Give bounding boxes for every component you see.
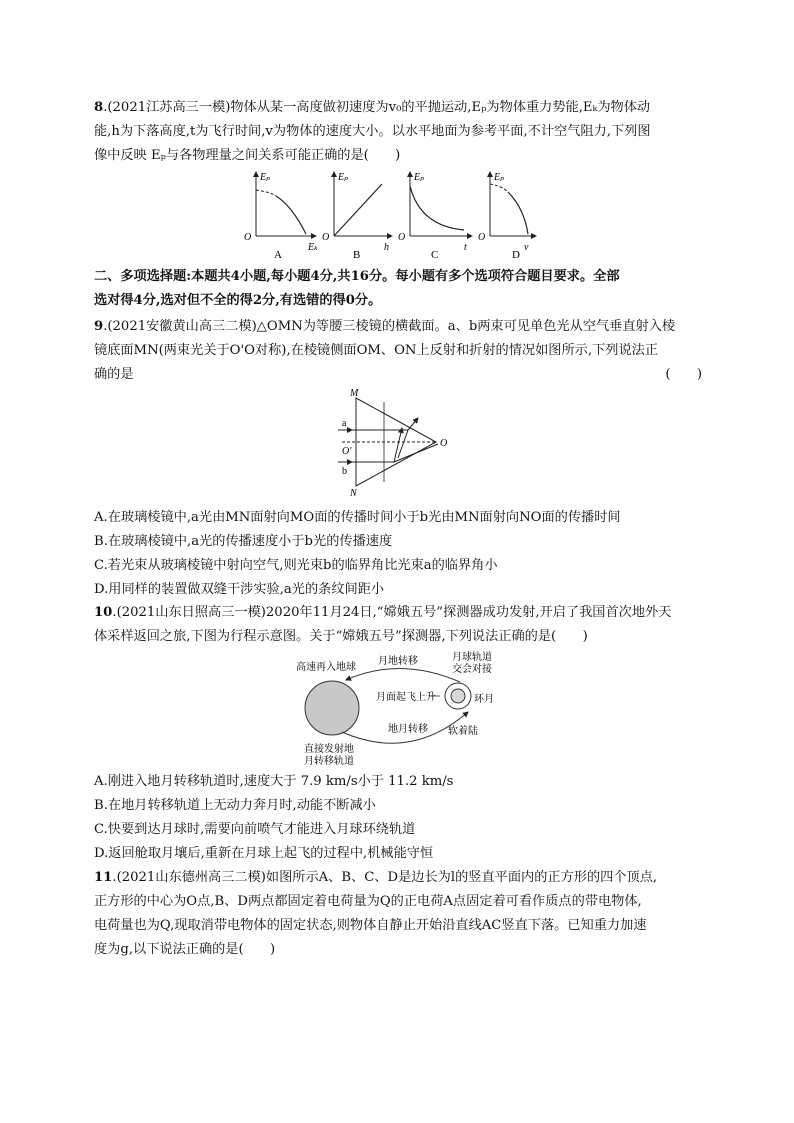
q10-option-d: D.返回舱取月壤后,重新在月球上起飞的过程中,机械能守恒 bbox=[94, 846, 434, 861]
q9-answer-paren: ( ) bbox=[665, 367, 702, 382]
q9-line-1: 9.(2021安徽黄山高三二模)△OMN为等腰三棱镜的横截面。a、b两束可见单色光从空气垂直射入棱 bbox=[94, 319, 676, 334]
q8-line-2: 能,h为下落高度,t为飞行时间,v为物体的速度大小。以水平地面为参考平面,不计空气阻力,下列图 bbox=[94, 124, 651, 139]
label-launch-1: 直接发射地 bbox=[304, 744, 354, 755]
graph-c-label: C bbox=[431, 249, 439, 261]
graph-d-dashed bbox=[490, 184, 508, 192]
q10-number: 10 bbox=[94, 605, 113, 620]
q9-options bbox=[94, 506, 702, 602]
q10-line-1: 10.(2021山东日照高三一模)2020年11月24日,“嫦娥五号”探测器成功发射,开启了我国首次地外天 bbox=[94, 605, 672, 620]
question-9 bbox=[94, 315, 702, 387]
graph-a-xaxis: Eₖ bbox=[308, 242, 318, 253]
label-lunar-orbit-1: 月球轨道 bbox=[452, 652, 492, 663]
q8-line-3: 像中反映 Eₚ与各物理量之间关系可能正确的是( ) bbox=[94, 148, 401, 163]
q10-option-c: C.快要到达月球时,需要向前喷气才能进入月球环绕轨道 bbox=[94, 822, 416, 837]
graph-c-curve bbox=[410, 186, 464, 230]
label-b: b bbox=[342, 466, 347, 477]
label-moon-earth-transfer: 月地转移 bbox=[378, 656, 418, 667]
q10-options bbox=[94, 770, 702, 866]
q9-line-2: 镜底面MN(两束光关于O'O对称),在棱镜侧面OM、ON上反射和折射的情况如图所示,下列说法正 bbox=[94, 343, 659, 358]
graph-b-yaxis: Eₚ bbox=[338, 172, 349, 183]
graph-c-yaxis: Eₚ bbox=[414, 172, 425, 183]
graph-a-dashed bbox=[256, 190, 276, 196]
question-10 bbox=[94, 601, 702, 649]
q9-prism-figure bbox=[338, 388, 458, 499]
q11-line-3: 电荷量也为Q,现取消带电物体的固定状态,则物体自静止开始沿直线AC竖直下落。已知重力加速 bbox=[94, 918, 647, 933]
graph-a-yaxis: Eₚ bbox=[260, 172, 271, 183]
ray-b-refracted bbox=[394, 444, 438, 462]
moon-earth-path bbox=[346, 668, 460, 682]
label-n: N bbox=[350, 488, 357, 499]
graph-a-label: A bbox=[274, 249, 282, 261]
q10-option-a: A.刚进入地月转移轨道时,速度大于 7.9 km/s小于 11.2 km/s bbox=[94, 774, 454, 789]
q9-option-b: B.在玻璃棱镜中,a光的传播速度小于b光的传播速度 bbox=[94, 534, 393, 549]
graph-c bbox=[398, 172, 472, 261]
graph-d-xaxis: v bbox=[524, 242, 529, 253]
q9-line-3: 确的是 ( ) bbox=[94, 363, 702, 387]
label-reentry: 高速再入地球 bbox=[296, 662, 356, 673]
label-o-prime: O' bbox=[342, 446, 352, 457]
graph-b-label: B bbox=[353, 249, 361, 261]
graph-d-origin: O bbox=[478, 232, 486, 243]
earth bbox=[305, 681, 359, 735]
label-launch-2: 月转移轨道 bbox=[304, 756, 354, 767]
graph-d-label: D bbox=[512, 249, 520, 261]
q9-option-d: D.用同样的装置做双缝干涉实验,a光的条纹间距小 bbox=[94, 582, 385, 597]
label-soft-landing: 软着陆 bbox=[448, 726, 478, 737]
label-orbit-moon: 环月 bbox=[474, 694, 494, 705]
graph-c-origin: O bbox=[398, 232, 406, 243]
graph-a-origin: O bbox=[244, 232, 252, 243]
q8-graphs bbox=[236, 168, 536, 260]
graph-b-origin: O bbox=[322, 232, 330, 243]
label-lunar-orbit-2: 交会对接 bbox=[452, 664, 492, 675]
q9-option-a: A.在玻璃棱镜中,a光由MN面射向MO面的传播时间小于b光由MN面射向NO面的传播时间 bbox=[94, 510, 621, 525]
section-2-header bbox=[94, 265, 702, 313]
section-2-line-2: 选对得4分,选对但不全的得2分,有选错的得0分。 bbox=[94, 293, 382, 308]
graph-d bbox=[478, 172, 536, 261]
q11-line-1: 11.(2021山东德州高三二模)如图所示A、B、C、D是边长为l的竖直平面内的正方形的四个顶点, bbox=[94, 870, 658, 885]
graph-a bbox=[244, 172, 318, 261]
question-11 bbox=[94, 866, 702, 962]
question-8 bbox=[94, 96, 702, 168]
graph-c-xaxis: t bbox=[464, 242, 467, 253]
label-o: O bbox=[440, 438, 448, 449]
graph-b-xaxis: h bbox=[384, 242, 389, 253]
q9-option-c: C.若光束从玻璃棱镜中射向空气,则光束b的临界角比光束a的临界角小 bbox=[94, 558, 498, 573]
graph-b-line bbox=[334, 184, 382, 236]
ray-a-reflected bbox=[398, 430, 408, 458]
q10-option-b: B.在地月转移轨道上无动力奔月时,动能不断减小 bbox=[94, 798, 376, 813]
q8-number: 8 bbox=[94, 100, 104, 115]
label-m: M bbox=[350, 388, 359, 399]
q8-line-1: 8.(2021江苏高三一模)物体从某一高度做初速度为v₀的平抛运动,Eₚ为物体重力势能,Eₖ为物体动 bbox=[94, 100, 651, 115]
q9-number: 9 bbox=[94, 319, 104, 334]
label-earth-moon-transfer: 地月转移 bbox=[388, 724, 428, 735]
q10-trajectory-figure bbox=[290, 650, 526, 768]
q10-line-2: 体采样返回之旅,下图为行程示意图。关于“嫦娥五号”探测器,下列说法正确的是( ) bbox=[94, 629, 588, 644]
ray-a-refracted bbox=[408, 418, 418, 430]
graph-a-curve bbox=[276, 196, 306, 234]
label-a: a bbox=[342, 418, 347, 429]
graph-d-yaxis: Eₚ bbox=[494, 172, 505, 183]
graph-d-curve bbox=[508, 192, 528, 234]
q11-line-2: 正方形的中心为O点,B、D两点都固定着电荷量为Q的正电荷A点固定着可看作质点的带电物体, bbox=[94, 894, 642, 909]
section-2-line-1: 二、多项选择题:本题共4小题,每小题4分,共16分。每小题有多个选项符合题目要求。全部 bbox=[94, 269, 620, 284]
label-liftoff: 月面起飞上升 bbox=[376, 692, 436, 703]
q11-line-4: 度为g,以下说法正确的是( ) bbox=[94, 942, 276, 957]
moon bbox=[451, 689, 465, 703]
q11-number: 11 bbox=[94, 870, 113, 885]
graph-b bbox=[322, 172, 392, 261]
